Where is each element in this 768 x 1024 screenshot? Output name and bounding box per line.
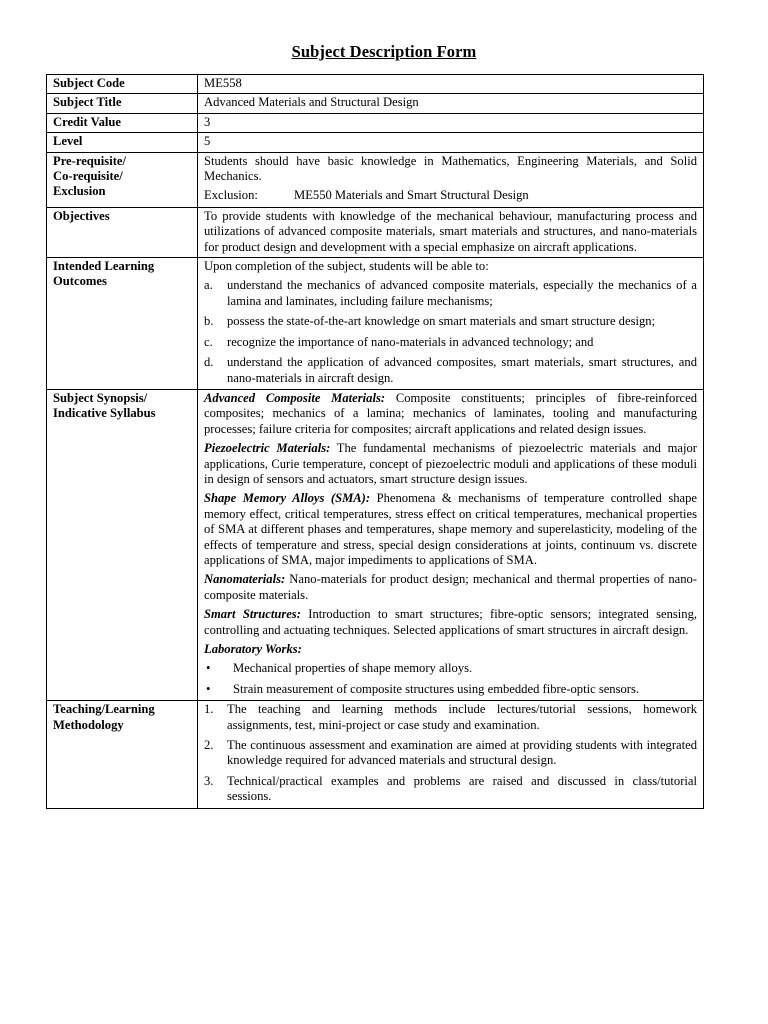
synopsis-heading: Shape Memory Alloys (SMA): — [204, 491, 371, 506]
lab-works-heading-line — [204, 642, 697, 657]
outcome-text: understand the application of advanced composites, smart materials, smart structures, and nano-materials in aircraft design. — [227, 355, 697, 385]
synopsis-heading: Nanomaterials: — [204, 572, 286, 587]
synopsis-heading: Piezoelectric Materials: — [204, 441, 331, 456]
synopsis-text: Phenomena & mechanisms of temperature controlled shape memory effect, critical temperatures, stress effect on critical temperatures, mechanical properties of SMA at different phases and temperatures, shape memory and superelasticity, modeling of the effects of temperature and stress, special design considerations at joints, continuum vs. discrete applications of SMA, major impediments to applications of SMA. — [204, 491, 697, 567]
methodology-text: The continuous assessment and examination are aimed at providing students with integrated knowledge required for advanced materials and structural design. — [227, 738, 697, 768]
label-objectives: Objectives — [47, 207, 198, 257]
outcome-text: recognize the importance of nano-materials in advanced technology; and — [227, 334, 594, 349]
methodology-marker: 2. — [204, 738, 214, 753]
label-outcomes: Intended Learning Outcomes — [47, 258, 198, 390]
value-objectives: To provide students with knowledge of the mechanical behaviour, manufacturing process and utilizations of advanced composite materials, smart materials and structures, and nano-materials for product design and development with a special emphasize on aircraft applications. — [198, 207, 704, 257]
row-level — [47, 133, 704, 152]
row-outcomes — [47, 258, 704, 390]
value-credit-value: 3 — [198, 113, 704, 132]
lab-work-item — [204, 661, 697, 676]
synopsis-text: The fundamental mechanisms of piezoelectric materials and major applications, Curie temperature, concept of piezoelectric moduli and applications of these moduli in design of sensors and actuators, smart structure design issues. — [204, 441, 697, 486]
methodology-marker: 3. — [204, 773, 214, 788]
exclusion-line — [204, 188, 697, 203]
outcome-marker: d. — [204, 355, 214, 370]
synopsis-section — [204, 441, 697, 487]
synopsis-heading: Advanced Composite Materials: — [204, 390, 386, 405]
value-level: 5 — [198, 133, 704, 152]
synopsis-text: Nano-materials for product design; mechanical and thermal properties of nano-composite materials. — [204, 572, 697, 602]
prerequisite-text: Students should have basic knowledge in Mathematics, Engineering Materials, and Solid Mechanics. — [204, 153, 697, 184]
methodology-item — [204, 702, 697, 733]
row-credit-value — [47, 113, 704, 132]
outcome-marker: c. — [204, 334, 213, 349]
label-subject-title: Subject Title — [47, 94, 198, 113]
row-synopsis — [47, 389, 704, 700]
outcome-item — [204, 278, 697, 309]
outcome-marker: a. — [204, 278, 213, 293]
outcome-marker: b. — [204, 314, 214, 329]
exclusion-label: Exclusion: — [204, 188, 258, 203]
value-prerequisite — [198, 152, 704, 207]
outcomes-intro: Upon completion of the subject, students will be able to: — [204, 259, 489, 274]
lab-works-heading: Laboratory Works: — [204, 642, 302, 656]
label-prerequisite: Pre-requisite/ Co-requisite/ Exclusion — [47, 152, 198, 207]
outcomes-list — [204, 278, 697, 385]
lab-work-text: Strain measurement of composite structures using embedded fibre-optic sensors. — [233, 681, 640, 696]
methodology-item — [204, 738, 697, 769]
value-methodology — [198, 701, 704, 808]
lab-work-item — [204, 682, 697, 697]
exclusion-value: ME550 Materials and Smart Structural Design — [294, 188, 529, 203]
value-subject-title: Advanced Materials and Structural Design — [198, 94, 704, 113]
row-methodology — [47, 701, 704, 808]
outcome-item — [204, 314, 697, 329]
outcome-text: understand the mechanics of advanced composite materials, especially the mechanics of a lamina and laminates, including failure mechanisms; — [227, 278, 697, 308]
methodology-text: Technical/practical examples and problems are raised and discussed in class/tutorial sessions. — [227, 773, 697, 804]
synopsis-section — [204, 391, 697, 437]
label-credit-value: Credit Value — [47, 113, 198, 132]
lab-work-text: Mechanical properties of shape memory alloys. — [233, 661, 473, 676]
lab-works-list — [204, 661, 697, 697]
row-subject-code — [47, 75, 704, 94]
form-title: Subject Description Form — [291, 42, 477, 61]
value-subject-code: ME558 — [198, 75, 704, 94]
methodology-marker: 1. — [204, 702, 214, 717]
label-subject-code: Subject Code — [47, 75, 198, 94]
label-methodology: Teaching/Learning Methodology — [47, 701, 198, 808]
label-level: Level — [47, 133, 198, 152]
synopsis-text: Introduction to smart structures; fibre-optic sensors; integrated sensing, controlling and actuating techniques. Selected applications of smart structures in aircraft design. — [204, 607, 698, 637]
synopsis-section — [204, 491, 697, 568]
methodology-list — [204, 702, 697, 804]
methodology-text: The teaching and learning methods include lectures/tutorial sessions, homework assignments, test, mini-project or case study and examination. — [227, 702, 697, 732]
row-prerequisite — [47, 152, 704, 207]
row-subject-title — [47, 94, 704, 113]
subject-description-table — [46, 74, 704, 809]
value-synopsis — [198, 389, 704, 700]
synopsis-section — [204, 607, 697, 638]
synopsis-heading: Smart Structures: — [204, 607, 301, 622]
label-synopsis: Subject Synopsis/ Indicative Syllabus — [47, 389, 198, 700]
value-outcomes — [198, 258, 704, 390]
synopsis-text: Composite constituents; principles of fibre-reinforced composites; mechanics of a lamina; mechanics of laminates, tooling and manufacturing processes; failure criteria for composites; aircraft applications and related design issues. — [204, 390, 698, 436]
synopsis-section — [204, 572, 697, 603]
outcome-item — [204, 355, 697, 386]
outcome-text: possess the state-of-the-art knowledge on smart materials and smart structure design; — [227, 314, 656, 329]
methodology-item — [204, 774, 697, 805]
outcome-item — [204, 335, 697, 350]
bullet-icon: • — [206, 661, 211, 676]
row-objectives — [47, 207, 704, 257]
bullet-icon: • — [206, 681, 211, 696]
